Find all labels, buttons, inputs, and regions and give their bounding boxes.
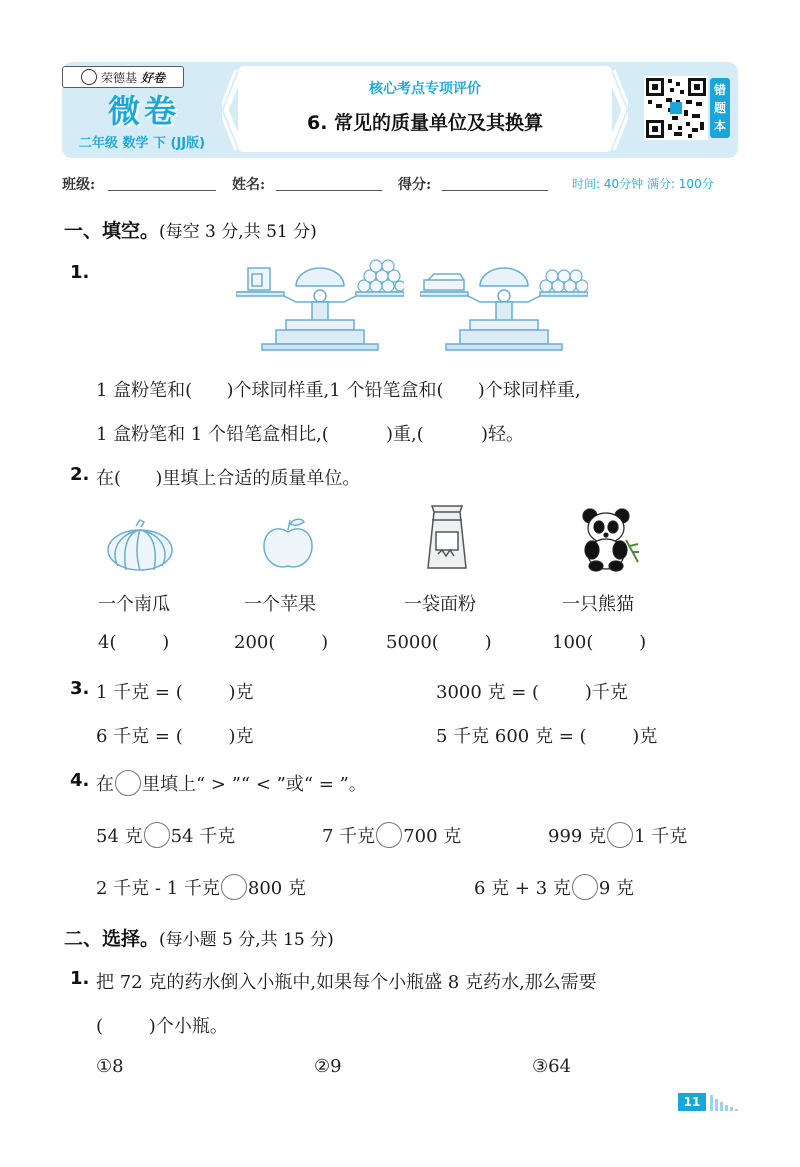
compare-item (322, 822, 461, 850)
conversion-c[interactable]: 6 千克 = ( )克 (96, 726, 254, 747)
q4-text-a: 在 (96, 774, 114, 795)
compare-left: 54 克 (96, 826, 143, 847)
compare-left: 6 克 + 3 克 (474, 878, 571, 899)
mascot-icon (81, 69, 97, 85)
item-name: 一个南瓜 (98, 594, 170, 615)
question-number: 1. (70, 968, 90, 989)
section-2-heading (64, 924, 334, 951)
name-label: 姓名: (232, 177, 266, 193)
time-score-info: 时间: 40分钟 满分: 100分 (572, 177, 714, 191)
q4-text-b: 里填上“ > ”“ < ”或“ = ”。 (142, 774, 367, 795)
compare-right: 800 克 (247, 878, 306, 899)
compare-circle[interactable] (376, 822, 402, 848)
compare-left: 7 千克 (322, 826, 376, 847)
error-book-tag (710, 78, 730, 138)
compare-item (96, 822, 235, 850)
compare-item (474, 874, 634, 902)
flour-bag-icon (424, 502, 470, 572)
compare-circle[interactable] (607, 822, 633, 848)
s2-q1-line-2[interactable]: ( )个小瓶。 (96, 1016, 228, 1037)
option-3[interactable]: ③64 (532, 1056, 572, 1077)
compare-circle[interactable] (572, 874, 598, 900)
section-1-note: (每空 3 分,共 51 分) (159, 222, 317, 242)
section-1-heading (64, 216, 317, 243)
item-name: 一只熊猫 (562, 594, 634, 615)
tag-char-3: 本 (713, 119, 726, 133)
compare-circle[interactable] (221, 874, 247, 900)
balance-scale-chalk-icon (236, 258, 404, 354)
compare-item (96, 874, 306, 902)
class-field[interactable] (108, 190, 216, 191)
q4-text (96, 770, 367, 798)
compare-circle-icon (115, 770, 141, 796)
section-2-note: (每小题 5 分,共 15 分) (159, 930, 334, 950)
conversion-b[interactable]: 3000 克 = ( )千克 (436, 682, 628, 703)
unit-blank[interactable]: 5000( ) (386, 632, 492, 653)
question-number: 3. (70, 678, 90, 699)
compare-right: 1 千克 (634, 826, 688, 847)
section-2-title: 二、选择。 (64, 928, 160, 950)
tag-char-2: 题 (713, 101, 726, 115)
compare-right: 700 克 (403, 826, 462, 847)
q1-line-1: 1 盒粉笔和( )个球同样重,1 个铅笔盒和( )个球同样重, (96, 380, 581, 401)
grade-label: 二年级 数学 下 (JJ版) (78, 136, 206, 151)
header-subtitle: 核心考点专项评价 (369, 81, 481, 97)
page-number: 11 (678, 1093, 706, 1111)
s2-q1-line-1: 把 72 克的药水倒入小瓶中,如果每个小瓶盛 8 克药水,那么需要 (96, 972, 597, 993)
item-name: 一个苹果 (244, 594, 316, 615)
unit-blank[interactable]: 4( ) (98, 632, 170, 653)
option-1[interactable]: ①8 (96, 1056, 124, 1077)
apple-icon (262, 516, 314, 572)
unit-blank[interactable]: 200( ) (234, 632, 329, 653)
compare-right: 9 克 (598, 878, 635, 899)
compare-right: 54 千克 (170, 826, 236, 847)
pumpkin-icon (106, 518, 174, 572)
series-title: 微卷 (107, 92, 180, 130)
score-field[interactable] (442, 190, 548, 191)
class-label: 班级: (62, 177, 96, 193)
brand-sub: 好卷 (141, 70, 166, 85)
balance-scale-pencilcase-icon (420, 258, 588, 354)
score-label: 得分: (398, 177, 432, 193)
panda-icon (576, 506, 640, 572)
compare-item (548, 822, 687, 850)
q2-text: 在( )里填上合适的质量单位。 (96, 468, 361, 489)
tag-char-1: 错 (713, 83, 726, 97)
unit-blank[interactable]: 100( ) (552, 632, 647, 653)
question-number: 1. (70, 262, 90, 283)
brand-name: 荣德基 (100, 70, 137, 85)
compare-left: 999 克 (548, 826, 607, 847)
page-title: 6. 常见的质量单位及其换算 (306, 112, 544, 134)
brand-logo (62, 66, 184, 88)
section-1-title: 一、填空。 (64, 220, 160, 242)
option-2[interactable]: ②9 (314, 1056, 342, 1077)
compare-left: 2 千克 - 1 千克 (96, 878, 220, 899)
compare-circle[interactable] (144, 822, 170, 848)
name-field[interactable] (276, 190, 382, 191)
conversion-a[interactable]: 1 千克 = ( )克 (96, 682, 254, 703)
conversion-d[interactable]: 5 千克 600 克 = ( )克 (436, 726, 658, 747)
question-number: 2. (70, 464, 90, 485)
q1-line-2: 1 盒粉笔和 1 个铅笔盒相比,( )重,( )轻。 (96, 424, 525, 445)
item-name: 一袋面粉 (404, 594, 476, 615)
page-deco-icon (710, 1093, 740, 1111)
question-number: 4. (70, 770, 90, 791)
qr-code-icon[interactable] (644, 76, 708, 140)
